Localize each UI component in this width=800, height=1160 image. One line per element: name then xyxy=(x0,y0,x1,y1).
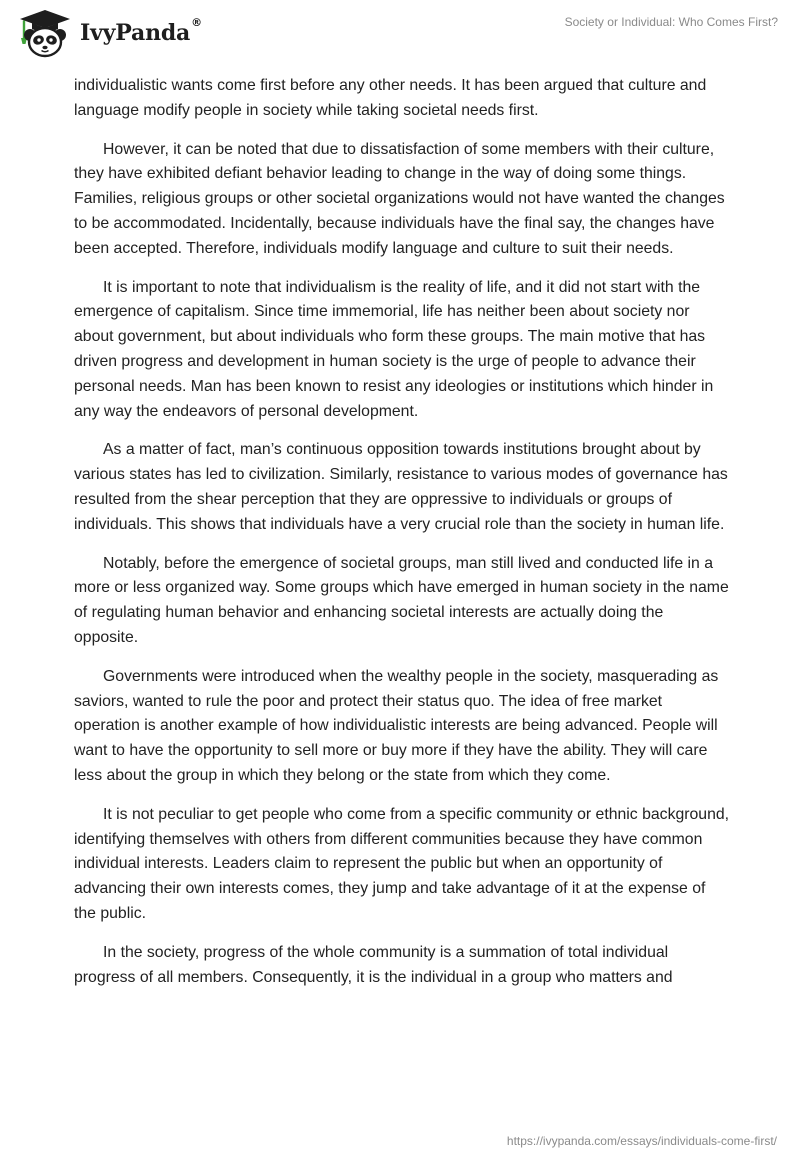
essay-body xyxy=(74,74,730,1004)
essay-paragraph: Notably, before the emergence of societal groups, man still lived and conducted life in a more or less organized way. Some groups which have emerged in human society in the name of regulating human behavior and enhancing societal interests are actually doing the opposite. xyxy=(74,554,729,646)
panda-graduation-cap-icon xyxy=(14,8,76,58)
essay-paragraph: As a matter of fact, man’s continuous opposition towards institutions brought about by various states has led to civilization. Similarly, resistance to various modes of governance has resulted from the shear perception that they are oppressive to individuals or groups of individuals. This shows that individuals have a very crucial role than the society in human life. xyxy=(74,441,728,533)
brand-name-text: IvyPanda xyxy=(80,20,191,46)
essay-paragraph: Governments were introduced when the wealthy people in the society, masquerading as saviors, wanted to rule the poor and protect their status quo. The idea of free market operation is another example of how individualistic interests are being advanced. People will want to have the opportunity to sell more or buy more if they have the ability. They will care less about the group in which they belong or the state from which they come. xyxy=(74,667,719,784)
essay-paragraph: individualistic wants come first before any other needs. It has been argued that culture and language modify people in society while taking societal needs first. xyxy=(74,77,707,119)
brand-logo[interactable] xyxy=(14,8,202,58)
registered-mark: ® xyxy=(191,16,202,29)
source-url[interactable]: https://ivypanda.com/essays/individuals-come-first/ xyxy=(506,1134,777,1148)
essay-paragraph: In the society, progress of the whole community is a summation of total individual progress of all members. Consequently, it is the individual in a group who matters and xyxy=(74,943,673,986)
brand-name xyxy=(80,16,202,46)
document-title: Society or Individual: Who Comes First? xyxy=(564,15,778,29)
essay-paragraph: However, it can be noted that due to dissatisfaction of some members with their culture, they have exhibited defiant behavior leading to change in the way of doing some things. Families, religious groups or other societal organizations would not have wanted the changes to be accommodated. Incidentally, because individuals have the final say, the changes have been accepted. Therefore, individuals modify language and culture to suit their needs. xyxy=(74,140,725,257)
page-header xyxy=(0,0,800,70)
essay-paragraph: It is not peculiar to get people who come from a specific community or ethnic background, identifying themselves with others from different communities because they have common individual interests. Leaders claim to represent the public but when an opportunity of advancing their own interests comes, they jump and take advantage of it at the expense of the public. xyxy=(74,805,730,922)
essay-paragraph: It is important to note that individualism is the reality of life, and it did not start with the emergence of capitalism. Since time immemorial, life has neither been about society nor about government, but about individuals who form these groups. The main motive that has driven progress and development in human society is the urge of people to advance their personal needs. Man has been known to resist any ideologies or institutions which hinder in any way the endeavors of personal development. xyxy=(74,278,714,420)
